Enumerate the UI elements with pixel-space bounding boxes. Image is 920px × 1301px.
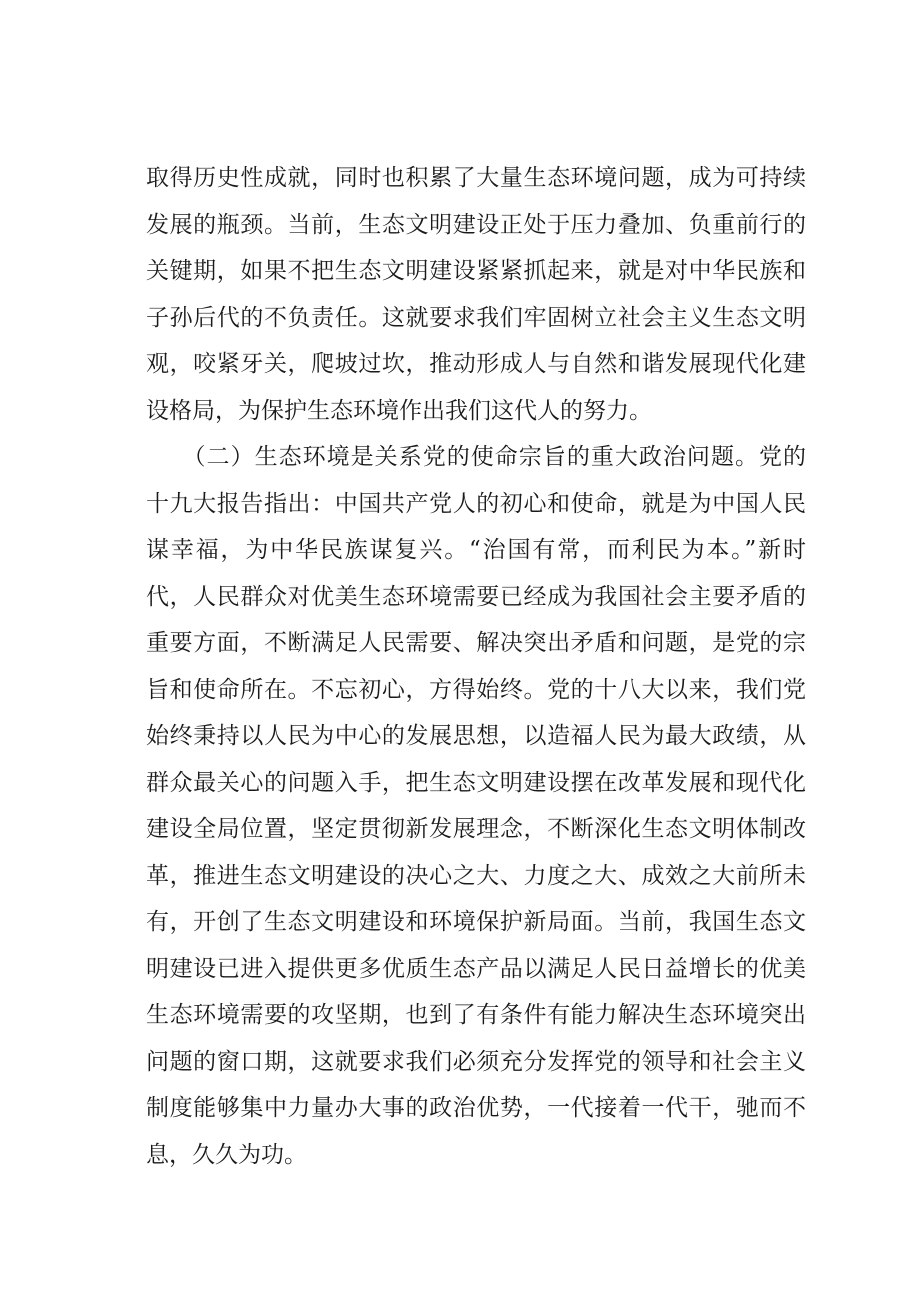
text-line: 十九大报告指出：中国共产党人的初心和使命，就是为中国人民 bbox=[146, 490, 806, 517]
text-line: 明建设已进入提供更多优质生态产品以满足人民日益增长的优美 bbox=[146, 955, 806, 982]
text-line: 代，人民群众对优美生态环境需要已经成为我国社会主要矛盾的 bbox=[146, 583, 806, 610]
text-line: 观，咬紧牙关，爬坡过坎，推动形成人与自然和谐发展现代化建 bbox=[146, 351, 806, 377]
body-text bbox=[146, 155, 806, 1178]
text-line: 制度能够集中力量办大事的政治优势，一代接着一代干，驰而不 bbox=[146, 1095, 806, 1121]
text-line: 息，久久为功。 bbox=[146, 1141, 307, 1168]
text-line: 始终秉持以人民为中心的发展思想，以造福人民为最大政绩，从 bbox=[146, 723, 806, 749]
text-line: （二）生态环境是关系党的使命宗旨的重大政治问题。党的 bbox=[146, 444, 806, 470]
text-line: 关键期，如果不把生态文明建设紧紧抓起来，就是对中华民族和 bbox=[146, 258, 806, 284]
text-line: 问题的窗口期，这就要求我们必须充分发挥党的领导和社会主义 bbox=[146, 1048, 806, 1075]
text-line: 群众最关心的问题入手，把生态文明建设摆在改革发展和现代化 bbox=[146, 769, 806, 796]
text-line: 子孙后代的不负责任。这就要求我们牢固树立社会主义生态文明 bbox=[146, 304, 806, 331]
text-line: 革，推进生态文明建设的决心之大、力度之大、成效之大前所未 bbox=[146, 862, 806, 889]
text-line: 谋幸福，为中华民族谋复兴。“治国有常，而利民为本。”新时 bbox=[146, 537, 806, 563]
text-line: 建设全局位置，坚定贯彻新发展理念，不断深化生态文明体制改 bbox=[146, 816, 806, 842]
text-line: 有，开创了生态文明建设和环境保护新局面。当前，我国生态文 bbox=[146, 909, 806, 935]
text-line: 旨和使命所在。不忘初心，方得始终。党的十八大以来，我们党 bbox=[146, 676, 806, 703]
text-line: 生态环境需要的攻坚期，也到了有条件有能力解决生态环境突出 bbox=[146, 1002, 806, 1028]
text-line: 设格局，为保护生态环境作出我们这代人的努力。 bbox=[146, 397, 652, 424]
text-line: 重要方面，不断满足人民需要、解决突出矛盾和问题，是党的宗 bbox=[146, 630, 806, 656]
text-line: 取得历史性成就，同时也积累了大量生态环境问题，成为可持续 bbox=[146, 165, 806, 191]
text-line: 发展的瓶颈。当前，生态文明建设正处于压力叠加、负重前行的 bbox=[146, 211, 806, 238]
